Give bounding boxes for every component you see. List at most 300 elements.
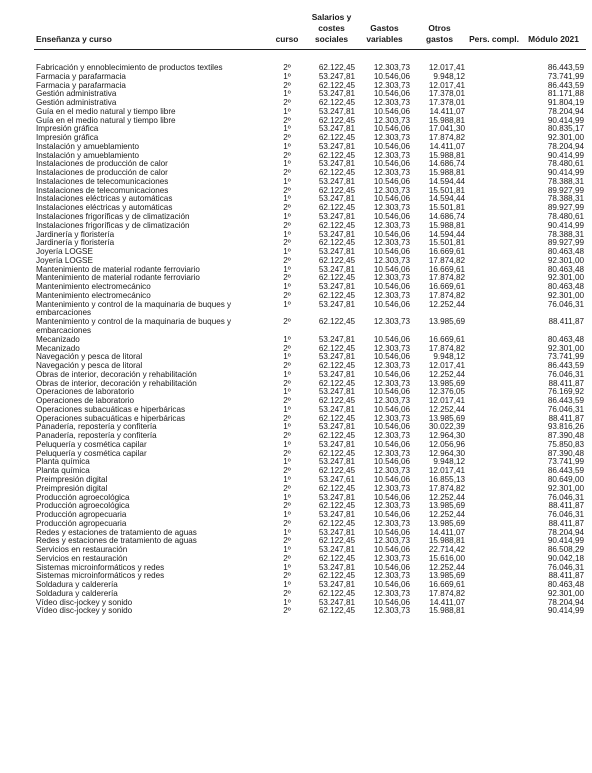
- cell-modulo: 78.204,94: [547, 528, 584, 537]
- cell-pers-compl: [467, 318, 521, 336]
- cell-pers-compl: [467, 143, 521, 152]
- cell-gastos-variables: 12.303,73: [373, 204, 410, 213]
- cell-pers-compl: [467, 231, 521, 240]
- cell-pers-compl: [467, 90, 521, 99]
- table-row: [34, 607, 586, 616]
- cell-pers-compl: [467, 336, 521, 345]
- cell-ensenanza: Guía en el medio natural y tiempo libre: [36, 107, 176, 116]
- table-header: [34, 2, 586, 50]
- table-row: [34, 160, 586, 169]
- cell-pers-compl: [467, 450, 521, 459]
- cell-ensenanza: Servicios en restauración: [36, 546, 128, 555]
- cell-gastos-variables: 12.303,73: [373, 256, 410, 265]
- table-row: [34, 152, 586, 161]
- cell-otros-gastos: 17.874,82: [428, 134, 465, 143]
- cell-pers-compl: [467, 599, 521, 608]
- header-salarios: Salarios y costes sociales: [306, 2, 357, 50]
- cell-pers-compl: [467, 266, 521, 275]
- cell-ensenanza: Redes y estaciones de tratamiento de aguas: [36, 528, 197, 537]
- cell-curso: 2º: [283, 318, 291, 327]
- cell-otros-gastos: 16.669,61: [428, 335, 465, 344]
- table-row: [34, 274, 586, 283]
- cell-modulo: 80.463,48: [547, 248, 584, 257]
- table-row: [34, 64, 586, 73]
- cell-ensenanza: Joyería LOGSE: [36, 256, 93, 265]
- table-row: [34, 537, 586, 546]
- cell-salarios: 53.247,81: [318, 213, 355, 222]
- cell-otros-gastos: 12.017,41: [428, 467, 465, 476]
- cell-pers-compl: [467, 380, 521, 389]
- cell-salarios: 62.122,45: [318, 239, 355, 248]
- cell-pers-compl: [467, 248, 521, 257]
- cell-pers-compl: [467, 537, 521, 546]
- cell-otros-gastos: 15.988,81: [428, 116, 465, 125]
- cell-salarios: 53.247,81: [318, 195, 355, 204]
- cell-gastos-variables: 10.546,06: [373, 230, 410, 239]
- cell-gastos-variables: 12.303,73: [373, 169, 410, 178]
- cell-salarios: 53.247,81: [318, 335, 355, 344]
- cell-gastos-variables: 10.546,06: [373, 528, 410, 537]
- cell-gastos-variables: 10.546,06: [373, 563, 410, 572]
- header-modulo: Módulo 2021: [521, 2, 586, 50]
- cell-salarios: 53.247,81: [318, 248, 355, 257]
- cell-salarios: 62.122,45: [318, 414, 355, 423]
- table-row: [34, 450, 586, 459]
- cell-otros-gastos: 15.501,81: [428, 239, 465, 248]
- cell-ensenanza: Obras de interior, decoración y rehabilitación: [36, 370, 197, 379]
- table-row: [34, 432, 586, 441]
- cell-salarios: 53.247,81: [318, 230, 355, 239]
- cell-pers-compl: [467, 406, 521, 415]
- cell-pers-compl: [467, 353, 521, 362]
- cell-salarios: 62.122,45: [318, 607, 355, 616]
- cell-modulo: 88.411,87: [548, 519, 584, 528]
- cell-otros-gastos: 9.948,12: [433, 458, 465, 467]
- cell-pers-compl: [467, 204, 521, 213]
- cell-modulo: 76.046,31: [547, 300, 584, 309]
- cell-curso: 1º: [283, 546, 291, 555]
- cell-ensenanza: Producción agroecológica: [36, 502, 130, 511]
- cell-pers-compl: [467, 362, 521, 371]
- cell-curso: 2º: [283, 519, 291, 528]
- table-row: [34, 467, 586, 476]
- table-row: [34, 353, 586, 362]
- cell-modulo: 88.411,87: [548, 379, 584, 388]
- cell-modulo: 76.169,92: [547, 388, 584, 397]
- cell-curso: 1º: [283, 195, 291, 204]
- cell-ensenanza: Sistemas microinformáticos y redes: [36, 563, 165, 572]
- cell-salarios: 62.122,45: [318, 116, 355, 125]
- cell-salarios: 53.247,81: [318, 160, 355, 169]
- modules-table: [34, 2, 586, 616]
- cell-salarios: 53.247,81: [318, 581, 355, 590]
- cell-salarios: 62.122,45: [318, 362, 355, 371]
- table-row: [34, 397, 586, 406]
- cell-ensenanza: Instalaciones frigoríficas y de climatización: [36, 221, 190, 230]
- cell-ensenanza: Mantenimiento electromecánico: [36, 283, 151, 292]
- cell-gastos-variables: 12.303,73: [373, 64, 410, 72]
- cell-gastos-variables: 12.303,73: [373, 186, 410, 195]
- cell-otros-gastos: 12.252,44: [428, 370, 465, 379]
- cell-modulo: 90.414,99: [547, 607, 584, 616]
- cell-gastos-variables: 10.546,06: [373, 142, 410, 151]
- cell-curso: 1º: [283, 440, 291, 449]
- cell-gastos-variables: 12.303,73: [373, 379, 410, 388]
- cell-gastos-variables: 12.303,73: [373, 81, 410, 90]
- cell-pers-compl: [467, 274, 521, 283]
- cell-pers-compl: [467, 108, 521, 117]
- header-gastos-variables: Gastos variables: [357, 2, 412, 50]
- cell-curso: 2º: [283, 537, 291, 546]
- cell-ensenanza: Navegación y pesca de litoral: [36, 362, 143, 371]
- table-row: [34, 362, 586, 371]
- table-row: [34, 336, 586, 345]
- cell-otros-gastos: 9.948,12: [433, 72, 465, 81]
- cell-gastos-variables: 12.303,73: [373, 519, 410, 528]
- cell-otros-gastos: 12.252,44: [428, 300, 465, 309]
- cell-curso: 1º: [283, 388, 291, 397]
- cell-otros-gastos: 17.874,82: [428, 274, 465, 283]
- cell-curso: 1º: [283, 72, 291, 81]
- cell-otros-gastos: 12.017,41: [428, 81, 465, 90]
- cell-gastos-variables: 10.546,06: [373, 300, 410, 309]
- cell-otros-gastos: 13.985,69: [428, 519, 465, 528]
- cell-gastos-variables: 12.303,73: [373, 607, 410, 616]
- cell-modulo: 89.927,99: [547, 204, 584, 213]
- cell-salarios: 53.247,81: [318, 90, 355, 99]
- cell-gastos-variables: 12.303,73: [373, 291, 410, 300]
- cell-modulo: 80.649,00: [547, 475, 584, 484]
- cell-curso: 2º: [283, 116, 291, 125]
- cell-gastos-variables: 12.303,73: [373, 449, 410, 458]
- cell-salarios: 53.247,81: [318, 370, 355, 379]
- cell-ensenanza: Instalación y amueblamiento: [36, 142, 139, 151]
- cell-otros-gastos: 15.988,81: [428, 607, 465, 616]
- cell-ensenanza: Jardinería y floristería: [36, 239, 115, 248]
- cell-modulo: 78.388,31: [547, 195, 584, 204]
- cell-otros-gastos: 16.669,61: [428, 248, 465, 257]
- table-row: [34, 73, 586, 82]
- cell-otros-gastos: 14.411,07: [429, 107, 465, 116]
- table-row: [34, 380, 586, 389]
- cell-curso: 2º: [283, 151, 291, 160]
- cell-curso: 2º: [283, 64, 291, 72]
- cell-gastos-variables: 12.303,73: [373, 362, 410, 371]
- cell-pers-compl: [467, 125, 521, 134]
- cell-gastos-variables: 10.546,06: [373, 177, 410, 186]
- cell-curso: 2º: [283, 204, 291, 213]
- cell-otros-gastos: 12.017,41: [428, 397, 465, 406]
- cell-modulo: 86.508,29: [547, 546, 584, 555]
- header-pers-compl: Pers. compl.: [467, 2, 521, 50]
- cell-otros-gastos: 12.252,44: [428, 563, 465, 572]
- cell-modulo: 89.927,99: [547, 239, 584, 248]
- table-row: [34, 423, 586, 432]
- cell-otros-gastos: 12.017,41: [428, 362, 465, 371]
- cell-curso: 1º: [283, 230, 291, 239]
- cell-gastos-variables: 12.303,73: [373, 589, 410, 598]
- cell-salarios: 62.122,45: [318, 169, 355, 178]
- cell-curso: 2º: [283, 362, 291, 371]
- cell-salarios: 53.247,81: [318, 265, 355, 274]
- table-row: [34, 590, 586, 599]
- cell-ensenanza: Mantenimiento y control de la maquinaria de buques y embarcaciones: [36, 300, 232, 318]
- cell-pers-compl: [467, 239, 521, 248]
- table-row: [34, 222, 586, 231]
- cell-gastos-variables: 12.303,73: [373, 537, 410, 546]
- cell-curso: 1º: [283, 563, 291, 572]
- cell-curso: 1º: [283, 475, 291, 484]
- cell-modulo: 92.301,00: [547, 274, 584, 283]
- cell-pers-compl: [467, 467, 521, 476]
- cell-pers-compl: [467, 590, 521, 599]
- cell-modulo: 78.480,61: [547, 213, 584, 222]
- cell-pers-compl: [467, 169, 521, 178]
- cell-pers-compl: [467, 160, 521, 169]
- cell-salarios: 53.247,81: [318, 563, 355, 572]
- cell-salarios: 53.247,81: [318, 546, 355, 555]
- cell-gastos-variables: 12.303,73: [373, 502, 410, 511]
- cell-gastos-variables: 12.303,73: [373, 484, 410, 493]
- cell-otros-gastos: 14.686,74: [428, 160, 465, 169]
- cell-gastos-variables: 12.303,73: [373, 274, 410, 283]
- cell-curso: 2º: [283, 291, 291, 300]
- table-row: [34, 511, 586, 520]
- cell-pers-compl: [467, 257, 521, 266]
- cell-otros-gastos: 17.041,30: [428, 125, 465, 134]
- table-row: [34, 204, 586, 213]
- cell-modulo: 90.414,99: [547, 169, 584, 178]
- cell-ensenanza: Planta química: [36, 467, 90, 476]
- cell-curso: 2º: [283, 344, 291, 353]
- cell-otros-gastos: 12.376,05: [428, 388, 465, 397]
- cell-curso: 2º: [283, 134, 291, 143]
- cell-curso: 2º: [283, 467, 291, 476]
- cell-ensenanza: Soldadura y calderería: [36, 581, 118, 590]
- cell-modulo: 90.414,99: [547, 116, 584, 125]
- cell-gastos-variables: 10.546,06: [373, 195, 410, 204]
- table-row: [34, 239, 586, 248]
- cell-salarios: 62.122,45: [318, 344, 355, 353]
- cell-modulo: 78.204,94: [547, 107, 584, 116]
- cell-curso: 1º: [283, 283, 291, 292]
- cell-curso: 2º: [283, 397, 291, 406]
- cell-curso: 2º: [283, 274, 291, 283]
- table-row: [34, 441, 586, 450]
- cell-ensenanza: Peluquería y cosmética capilar: [36, 440, 147, 449]
- cell-salarios: 62.122,45: [318, 256, 355, 265]
- cell-pers-compl: [467, 134, 521, 143]
- cell-salarios: 62.122,45: [318, 379, 355, 388]
- cell-salarios: 62.122,45: [318, 318, 355, 327]
- cell-ensenanza: Impresión gráfica: [36, 134, 99, 143]
- cell-curso: 1º: [283, 353, 291, 362]
- table-row: [34, 283, 586, 292]
- cell-otros-gastos: 15.988,81: [428, 169, 465, 178]
- cell-salarios: 53.247,81: [318, 107, 355, 116]
- cell-modulo: 78.480,61: [547, 160, 584, 169]
- cell-salarios: 62.122,45: [318, 134, 355, 143]
- table-row: [34, 195, 586, 204]
- cell-pers-compl: [467, 458, 521, 467]
- cell-curso: 1º: [283, 598, 291, 607]
- cell-modulo: 86.443,59: [547, 397, 584, 406]
- cell-gastos-variables: 10.546,06: [373, 248, 410, 257]
- cell-curso: 1º: [283, 335, 291, 344]
- cell-otros-gastos: 14.594,44: [428, 195, 465, 204]
- cell-curso: 1º: [283, 248, 291, 257]
- cell-gastos-variables: 10.546,06: [373, 511, 410, 520]
- table-row: [34, 476, 586, 485]
- cell-modulo: 73.741,99: [547, 353, 584, 362]
- cell-gastos-variables: 10.546,06: [373, 213, 410, 222]
- cell-curso: 2º: [283, 186, 291, 195]
- cell-curso: 2º: [283, 256, 291, 265]
- cell-ensenanza: Obras de interior, decoración y rehabilitación: [36, 379, 197, 388]
- cell-modulo: 90.414,99: [547, 221, 584, 230]
- cell-ensenanza: Preimpresión digital: [36, 475, 108, 484]
- cell-modulo: 78.204,94: [547, 598, 584, 607]
- cell-salarios: 62.122,45: [318, 519, 355, 528]
- cell-otros-gastos: 15.501,81: [428, 204, 465, 213]
- cell-salarios: 62.122,45: [318, 467, 355, 476]
- cell-ensenanza: Panadería, repostería y confitería: [36, 432, 157, 441]
- cell-modulo: 86.443,59: [547, 64, 584, 72]
- cell-ensenanza: Mecanizado: [36, 335, 80, 344]
- cell-otros-gastos: 13.985,69: [428, 379, 465, 388]
- cell-salarios: 62.122,45: [318, 572, 355, 581]
- cell-salarios: 62.122,45: [318, 204, 355, 213]
- table-row: [34, 143, 586, 152]
- cell-otros-gastos: 15.988,81: [428, 151, 465, 160]
- cell-modulo: 78.388,31: [547, 177, 584, 186]
- cell-curso: 2º: [283, 589, 291, 598]
- cell-gastos-variables: 10.546,06: [373, 546, 410, 555]
- cell-salarios: 62.122,45: [318, 81, 355, 90]
- cell-pers-compl: [467, 572, 521, 581]
- cell-pers-compl: [467, 476, 521, 485]
- table-row: [34, 134, 586, 143]
- cell-gastos-variables: 10.546,06: [373, 90, 410, 99]
- cell-pers-compl: [467, 546, 521, 555]
- cell-ensenanza: Instalaciones eléctricas y automáticas: [36, 195, 173, 204]
- cell-pers-compl: [467, 555, 521, 564]
- table-row: [34, 292, 586, 301]
- cell-salarios: 53.247,81: [318, 72, 355, 81]
- cell-gastos-variables: 12.303,73: [373, 134, 410, 143]
- cell-otros-gastos: 17.874,82: [428, 344, 465, 353]
- cell-curso: 1º: [283, 90, 291, 99]
- cell-pers-compl: [467, 187, 521, 196]
- cell-modulo: 92.301,00: [547, 291, 584, 300]
- cell-salarios: 53.247,81: [318, 493, 355, 502]
- cell-modulo: 92.301,00: [547, 256, 584, 265]
- cell-salarios: 62.122,45: [318, 397, 355, 406]
- cell-modulo: 73.741,99: [547, 72, 584, 81]
- cell-pers-compl: [467, 99, 521, 108]
- cell-modulo: 92.301,00: [547, 589, 584, 598]
- cell-gastos-variables: 12.303,73: [373, 397, 410, 406]
- cell-ensenanza: Servicios en restauración: [36, 554, 128, 563]
- cell-pers-compl: [467, 607, 521, 616]
- cell-curso: 2º: [283, 221, 291, 230]
- cell-modulo: 87.390,48: [547, 432, 584, 441]
- cell-modulo: 75.850,83: [547, 440, 584, 449]
- cell-modulo: 76.046,31: [547, 563, 584, 572]
- cell-otros-gastos: 16.669,61: [428, 283, 465, 292]
- cell-modulo: 90.414,99: [547, 537, 584, 546]
- cell-otros-gastos: 17.874,82: [428, 484, 465, 493]
- cell-modulo: 91.804,19: [547, 99, 584, 108]
- cell-ensenanza: Mantenimiento de material rodante ferroviario: [36, 274, 200, 283]
- cell-ensenanza: Gestión administrativa: [36, 90, 117, 99]
- cell-salarios: 62.122,45: [318, 537, 355, 546]
- cell-otros-gastos: 15.988,81: [428, 537, 465, 546]
- cell-salarios: 62.122,45: [318, 291, 355, 300]
- cell-modulo: 80.463,48: [547, 283, 584, 292]
- table-row: [34, 555, 586, 564]
- table-row: [34, 266, 586, 275]
- cell-gastos-variables: 10.546,06: [373, 581, 410, 590]
- cell-pers-compl: [467, 494, 521, 503]
- cell-gastos-variables: 12.303,73: [373, 344, 410, 353]
- cell-ensenanza: Instalación y amueblamiento: [36, 151, 139, 160]
- cell-pers-compl: [467, 581, 521, 590]
- table-row: [34, 108, 586, 117]
- cell-gastos-variables: 10.546,06: [373, 265, 410, 274]
- cell-gastos-variables: 10.546,06: [373, 598, 410, 607]
- cell-pers-compl: [467, 73, 521, 82]
- table-row: [34, 301, 586, 319]
- cell-otros-gastos: 9.948,12: [433, 353, 465, 362]
- table-row: [34, 581, 586, 590]
- spacer-row: [34, 50, 586, 65]
- cell-ensenanza: Producción agropecuaria: [36, 519, 127, 528]
- table-row: [34, 99, 586, 108]
- table-row: [34, 406, 586, 415]
- cell-modulo: 88.411,87: [548, 318, 584, 327]
- cell-gastos-variables: 10.546,06: [373, 72, 410, 81]
- cell-curso: 2º: [283, 169, 291, 178]
- cell-modulo: 80.835,17: [547, 125, 584, 134]
- cell-ensenanza: Joyería LOGSE: [36, 248, 93, 257]
- cell-modulo: 88.411,87: [548, 502, 584, 511]
- cell-gastos-variables: 10.546,06: [373, 493, 410, 502]
- table-row: [34, 213, 586, 222]
- cell-otros-gastos: 15.616,00: [428, 554, 465, 563]
- table-row: [34, 599, 586, 608]
- table-row: [34, 529, 586, 538]
- cell-modulo: 86.443,59: [547, 81, 584, 90]
- cell-salarios: 53.247,81: [318, 598, 355, 607]
- cell-salarios: 62.122,45: [318, 449, 355, 458]
- cell-modulo: 80.463,48: [547, 265, 584, 274]
- cell-modulo: 88.411,87: [548, 414, 584, 423]
- cell-ensenanza: Vídeo disc-jockey y sonido: [36, 598, 133, 607]
- cell-gastos-variables: 12.303,73: [373, 467, 410, 476]
- cell-salarios: 53.247,81: [318, 125, 355, 134]
- cell-otros-gastos: 12.252,44: [428, 511, 465, 520]
- cell-pers-compl: [467, 195, 521, 204]
- cell-ensenanza: Guía en el medio natural y tiempo libre: [36, 116, 176, 125]
- cell-gastos-variables: 12.303,73: [373, 221, 410, 230]
- cell-salarios: 62.122,45: [318, 151, 355, 160]
- cell-gastos-variables: 12.303,73: [373, 99, 410, 108]
- table-row: [34, 178, 586, 187]
- cell-modulo: 86.443,59: [547, 362, 584, 371]
- cell-curso: 1º: [283, 213, 291, 222]
- table-row: [34, 248, 586, 257]
